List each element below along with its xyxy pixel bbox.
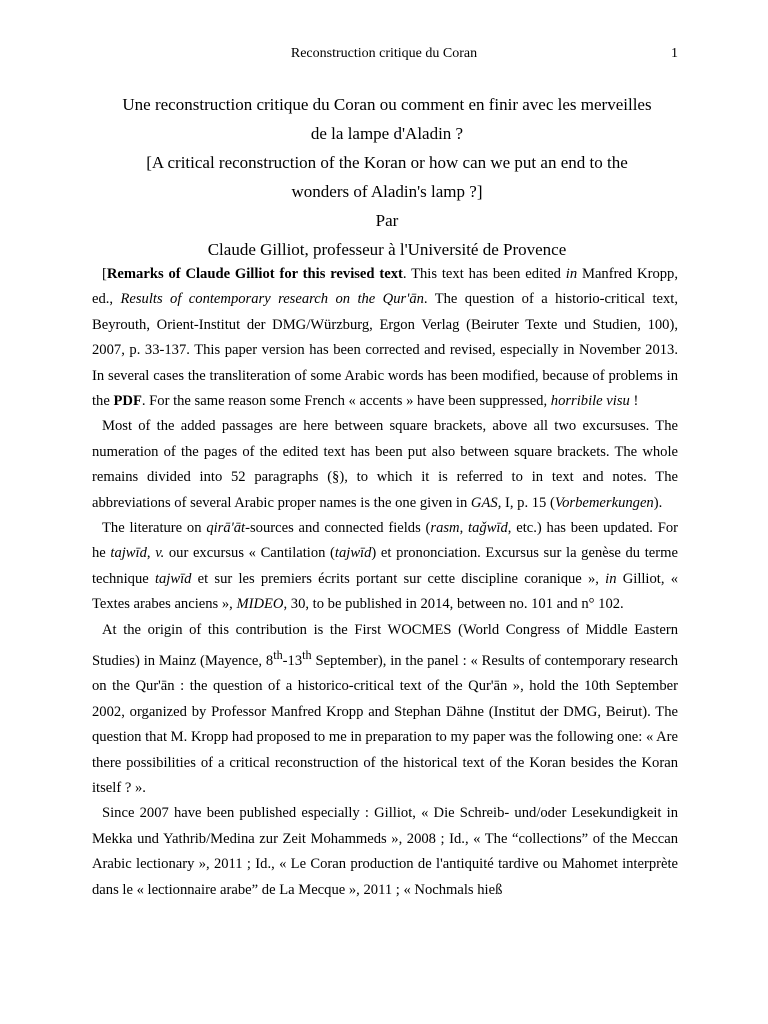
- text-run: -sources and connected fields (: [245, 520, 431, 537]
- text-run: . For the same reason some French « accents » have been suppressed,: [141, 393, 551, 410]
- text-run: . The question of a historio-critical text, Beyrouth, Orient-Institut der DMG/Würzburg, Ergon Verlag (Beiruter Texte und Studien, 100), 2007, p. 33-137. This paper version has been corrected and revised, especially in November 2013. In several cases the transliteration of some Arabic words has been modified, because of problems in the: [92, 291, 678, 410]
- running-header: [0, 46, 768, 66]
- text-run: ) et prononciation. Excursus sur la genèse du terme technique: [92, 545, 678, 587]
- text-run: ).: [653, 494, 663, 511]
- author-line: Claude Gilliot, professeur à l'Université de Provence: [207, 240, 567, 259]
- superscript: th: [273, 648, 283, 663]
- text-run: our excursus « Cantilation (: [164, 545, 335, 562]
- paragraph-remarks: [92, 262, 678, 414]
- title-block: [92, 90, 682, 264]
- text-run: . This text has been edited: [402, 266, 566, 282]
- text-run: et sur les premiers écrits portant sur cette discipline coranique »,: [191, 570, 606, 587]
- remarks-heading: Remarks of Claude Gilliot for this revised text: [106, 266, 403, 282]
- italic-mideo: MIDEO: [236, 596, 284, 613]
- text-run: Gilliot, « Textes arabes anciens »,: [92, 570, 678, 613]
- text-run: The literature on: [102, 520, 207, 537]
- text-run: At the origin of this contribution is the First WOCMES (World Congress of Middle Eastern Studies) in Mainz (Mayence, 8: [92, 621, 678, 669]
- title-english-line-1: [A critical reconstruction of the Koran or how can we put an end to the: [146, 153, 628, 172]
- italic-horribile-visu: horribile visu: [550, 393, 630, 410]
- text-run: ,: [459, 520, 469, 537]
- italic-v: v.: [155, 545, 165, 562]
- text-run: September), in the panel : « Results of contemporary research on the Qur'ān : the question of a historico-critical text of the Qur'ān », hold the 10th September 2002, organized by Professor Manfred Kropp and Stephan Dähne (Institut der DMG, Beirut). The question that M. Kropp had proposed to me in preparation to my paper was the following one: « Are there possibilities of a critical reconstruction of the historical text of the Koran besides the Koran itself ? ».: [92, 652, 678, 796]
- running-title: Reconstruction critique du Coran: [290, 46, 478, 61]
- paragraph-added-passages: [92, 414, 678, 516]
- italic-tajwid: tajwīd: [110, 545, 147, 562]
- italic-tagwid: taǧwīd: [468, 520, 508, 537]
- text-run: , 30, to be published in 2014, between no. 101 and n° 102.: [283, 596, 624, 613]
- text-run: , I, p. 15 (: [497, 494, 555, 511]
- italic-rasm: rasm: [430, 520, 460, 537]
- text-run: !: [629, 393, 639, 410]
- byline-par: Par: [375, 211, 399, 230]
- italic-tajwid: tajwīd: [334, 545, 372, 562]
- italic-vorbemerkungen: Vorbemerkungen: [554, 494, 654, 511]
- book-title: Results of contemporary research on the Qur'ān: [120, 291, 424, 308]
- italic-gas: GAS: [470, 494, 498, 511]
- italic-in: in: [565, 266, 578, 282]
- paragraph-literature: [92, 516, 678, 618]
- pdf-term: PDF: [113, 393, 142, 410]
- body-text: [92, 262, 678, 903]
- title-french-line-1: Une reconstruction critique du Coran ou comment en finir avec les merveilles: [122, 95, 652, 114]
- title-french-line-2: de la lampe d'Aladin ?: [310, 124, 464, 143]
- text-run: Most of the added passages are here between square brackets, above all two excursuses. The numeration of the pages of the edited text has been put also between square brackets. The whole remains divided into 52 paragraphs (§), to which it is referred to in text and notes. The abbreviations of several Arabic proper names is the one given in: [92, 418, 678, 511]
- title-english-line-2: wonders of Aladin's lamp ?]: [291, 182, 483, 201]
- italic-tajwid: tajwīd: [154, 570, 192, 587]
- italic-in: in: [605, 570, 617, 587]
- text-run: [: [102, 266, 107, 282]
- text-run: ,: [146, 545, 156, 562]
- superscript: th: [302, 648, 312, 663]
- text-run: Manfred Kropp, ed.,: [92, 266, 678, 308]
- page-number: 1: [671, 46, 678, 61]
- text-run: Since 2007 have been published especially : Gilliot, « Die Schreib- und/oder Lesekundigkeit in Mekka und Yathrib/Medina zur Zeit Mohammeds », 2008 ; Id., « The “collections” of the Meccan Arabic lectionary », 2011 ; Id., « Le Coran production de l'antiquité tardive ou Mahomet interprète dans le « lectionnaire arabe” de La Mecque », 2011 ; « Nochmals hieß: [92, 805, 678, 898]
- paragraph-origin: [92, 618, 678, 802]
- text-run: -13: [282, 652, 303, 669]
- text-run: , etc.) has been updated. For he: [92, 520, 678, 562]
- paragraph-since-2007: [92, 801, 678, 903]
- italic-qiraat: qirā'āt: [206, 520, 246, 537]
